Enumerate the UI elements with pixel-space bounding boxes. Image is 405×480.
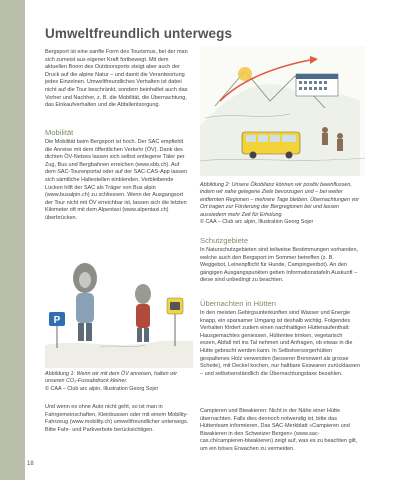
huetten-paragraph: In den meisten Gebirgsunterkünften sind Wasser und Energie knapp, ein sparsamer Umgang ist deshalb wichtig. Folgendes Verhalten fördert zudem einen nachhaltigen Hüttenaufenthalt: Hausgemachtes geniessen, Hüttentee trinken, vegetarisch essen, Abfall mit ins Tal nehmen und Anfragen, ob etwas in die Hütte gebracht werden kann. In Selbstversorgerhütten gespaltenes Holz verwenden (besserer Brennwert als grosse Scheite), mit Deckel kochen, nur haltbare Esswaren zurücklassen – und selbstverständlich die Übernachtungstaxe bezahlen. [200, 310, 360, 377]
illustration-footprint-hikers [45, 250, 193, 368]
campieren-paragraph: Campieren und Biwakieren: Nicht in der Nähe einer Hütte übernachten. Falls dies dennoch notwendig ist, bitte das Hüttenteam informieren. Das SAC-Merkblatt «Campieren und Biwakieren in den Schweizer Bergen» (www.sac-cas.ch/campieren-biwakieren) zeigt auf, was es zu beachten gilt, um ein böses Erwachen zu vermeiden. [200, 408, 358, 452]
huetten-heading: Übernachten in Hütten [200, 299, 276, 308]
mobilitaet-heading: Mobilität [45, 128, 74, 137]
left-sidebar-band [0, 0, 25, 480]
svg-text:P: P [53, 315, 61, 326]
figure2-credit: © CAA – Club arc alpin, Illustration Georg Sojer [200, 219, 314, 226]
figure1-caption-text: Abbildung 1: Wenn wir mit dem ÖV anreisen, halten wir unseren CO₂-Fussabdruck kleiner. [45, 371, 178, 385]
figure1-credit: © CAA – Club arc alpin, Illustration Georg Sojer [45, 385, 159, 392]
page-number: 18 [27, 461, 34, 467]
figure2-caption-text: Abbildung 2: Unsere Ökobilanz können wir positiv beeinflussen, indem wir nahe gelegene Ziele bevorzugen und – bei weiter entfernten Regionen – mehrere Tage bleiben. Übernachtungen vor Ort tragen zur Förderung der Bergregionen bei und lassen aussiedern mehr Zeit für Erholung. [200, 182, 359, 218]
intro-paragraph: Bergsport ist eine sanfte Form des Tourismus, bei der man sich zumeist aus eigener Kraft fortbewegt. Mit dem aktuellen Boom des Outdoorsports steigt aber auch der Druck auf die alpine Natur – und damit die Verantwortung jedes Einzelnen. Umweltfreundliches Verhalten ist dabei nicht auf die Tour beschränkt, sondern beinhaltet auch das Vorher und Nachher, z. B. die Mobilität, die Übernachtung, das Einkaufverhalten und die Abfallentsorgung. [45, 49, 188, 109]
calendar-icon [296, 74, 338, 96]
figure2-caption [200, 182, 365, 226]
figure1-caption [45, 371, 193, 393]
auto-paragraph: Und wenn es ohne Auto nicht geht, so ist man in Fahrgemeinschaften, Kleinbussen oder mit einem Mobility-Fahrzeug (www.mobility.ch) umweltfreundlicher unterwegs. Bitte Fahr- und Parkverbote berücksichtigen. [45, 404, 189, 433]
mobilitaet-paragraph: Die Mobilität beim Bergsport ist hoch. Der SAC empfiehlt die Anreise mit dem öffentlichen Verkehr (ÖV). Dank des dichten ÖV-Netzes lassen sich selbst entlegene Täler per Zug, Bus und Bergbahnen erreichen (www.sbb.ch). Auf dem SAC-Tourenportal oder auf der SAC-CAS-App lassen sich sämtliche Haltestellen einblenden. Verbleibende Lücken hilft der SAC als Träger von Bus alpin (www.busalpin.ch) zu schliessen. Wenn der Ausgangsort der Tour nicht mit ÖV erreichbar ist, lassen sich die letzten Kilometer oft mit dem Alpentaxi (www.alpentaxi.ch) überbrücken. [45, 139, 188, 221]
illustration-bus-mountains [200, 46, 365, 176]
schutzgebiete-heading: Schutzgebiete [200, 236, 249, 245]
page-title: Umweltfreundlich unterwegs [45, 26, 233, 41]
schutzgebiete-paragraph: In Naturschutzgebieten sind teilweise Bestimmungen vorhanden, welche auch den Bergsport im Sommer betreffen (z. B. Weggebot, Leinenpflicht für Hunde, Campingverbot). An den gängigen Ausgangspunkten geben Informationstafeln Auskunft – diese sind unbedingt zu beachten. [200, 247, 359, 284]
